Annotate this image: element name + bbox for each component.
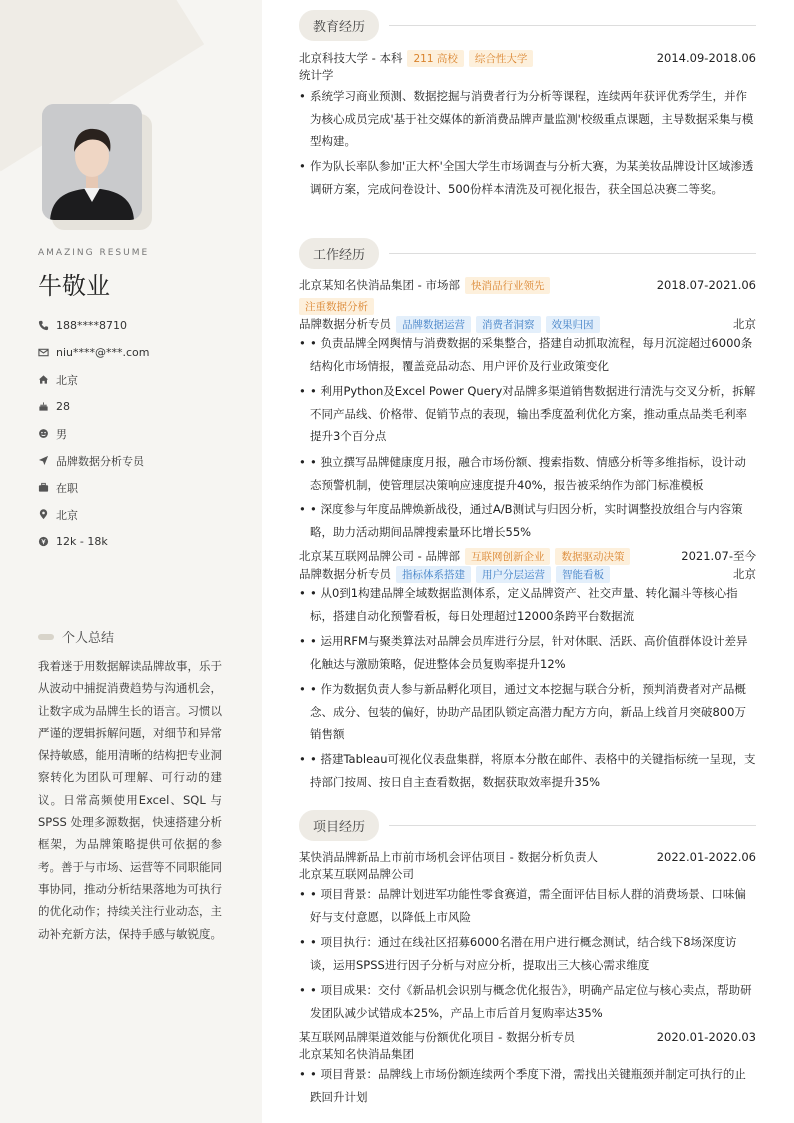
job-company-row (299, 547, 756, 565)
info-residence (38, 366, 248, 393)
info-age (38, 393, 248, 420)
age-text: 28 (56, 400, 70, 413)
summary-heading: 个人总结 (38, 627, 114, 646)
project-row (299, 848, 756, 866)
education-bullet: • 作为队长率队参加'正大杯'全国大学生市场调查与分析大赛，为某美妆品牌设计区域渗透调研方案，完成问卷设计、500份样本清洗及可视化报告，获全国总决赛二等奖。 (299, 155, 756, 200)
job-bullet: • • 从0到1构建品牌全域数据监测体系，定义品牌资产、社交声量、转化漏斗等核心指标，搭建自动化预警看板，每日处理超过12000条跨平台数据流 (299, 582, 756, 627)
project-org: 北京某互联网品牌公司 (299, 867, 414, 881)
job-bullet: • • 负责品牌全网舆情与消费数据的采集整合，搭建自动抓取流程，每月沉淀超过6000条结构化市场情报，覆盖竞品动态、用户评价及行业政策变化 (299, 332, 756, 377)
project-bullet: • • 项目成果：交付《新品机会识别与概念优化报告》，明确产品定位与核心卖点，帮助研发团队减少试错成本25%，产品上市后首月复购率达35% (299, 979, 756, 1024)
project-date: 2022.01-2022.06 (656, 850, 756, 864)
school-name: 北京科技大学 - 本科 (299, 51, 403, 65)
school-tag: 211 高校 (407, 50, 463, 67)
info-target-position (38, 447, 248, 474)
job-bullet: • • 运用RFM与聚类算法对品牌会员库进行分层，针对休眠、活跃、高价值群体设计差异化触达与激励策略，促进整体会员复购率提升12% (299, 630, 756, 675)
info-salary (38, 528, 248, 555)
role-tag: 智能看板 (556, 566, 610, 583)
major: 统计学 (299, 68, 334, 82)
job-role-row (299, 565, 756, 583)
brand-label: AMAZING RESUME (38, 248, 150, 258)
job-bullet: • • 利用Python及Excel Power Query对品牌多渠道销售数据进行清洗与交叉分析，拆解不同产品线、价格带、促销节点的表现，输出季度盈利优化方案，推动重点品类毛利率提升3个百分点 (299, 380, 756, 448)
salary-icon (38, 536, 56, 547)
job-company-tag-row (299, 297, 756, 315)
briefcase-icon (38, 482, 56, 493)
project-bullet: • • 项目执行：通过在线社区招募6000名潜在用户进行概念测试，结合线下8场深度访谈，运用SPSS进行因子分析与对应分析，提取出三大核心需求维度 (299, 931, 756, 976)
status-text: 在职 (56, 481, 78, 495)
job-city: 北京 (733, 567, 756, 581)
education-date: 2014.09-2018.06 (656, 51, 756, 65)
project-org: 北京某知名快消品集团 (299, 1047, 414, 1061)
target-city-text: 北京 (56, 508, 78, 522)
company-name: 北京某互联网品牌公司 - 品牌部 (299, 549, 460, 563)
project-bullet: • • 项目背景：品牌线上市场份额连续两个季度下滑，需找出关键瓶颈并制定可执行的止跌回升计划 (299, 1063, 756, 1108)
phone-icon (38, 320, 56, 331)
gender-icon (38, 428, 56, 439)
project-name: 某互联网品牌渠道效能与份额优化项目 - 数据分析专员 (299, 1030, 575, 1044)
education-heading: 教育经历 (299, 10, 756, 40)
gender-text: 男 (56, 427, 67, 441)
job-date: 2018.07-2021.06 (656, 278, 756, 292)
person-icon (42, 104, 142, 220)
project-date: 2020.01-2020.03 (656, 1030, 756, 1044)
job-role-row (299, 315, 756, 333)
mail-icon (38, 347, 56, 358)
company-tag: 数据驱动决策 (555, 548, 630, 565)
summary-text: 我着迷于用数据解读品牌故事，乐于从波动中捕捉消费趋势与沟通机会，让数字成为品牌生长的语言。习惯以严谨的逻辑拆解问题，对细节和异常保持敏感，能用清晰的结构把专业洞察转化为团队可理解、可行动的建议。日常高频使用Excel、SQL 与 SPSS 处理多源数据，快速搭建分析框架，为品牌策略提供可依据的参考。善于与市场、运营等不同职能同事协同，推动分析结果落地为可执行的优化动作；持续关注行业动态，主动补充新方法，保持手感与敏锐度。 (38, 659, 222, 941)
school-tag: 综合性大学 (469, 50, 534, 67)
project-row (299, 1028, 756, 1046)
role-tag: 用户分层运营 (476, 566, 551, 583)
role-tag: 效果归因 (546, 316, 600, 333)
location-icon (38, 509, 56, 520)
residence-text: 北京 (56, 373, 78, 387)
email-text: niu****@***.com (56, 346, 150, 359)
job-bullet: • • 搭建Tableau可视化仪表盘集群，将原本分散在邮件、表格中的关键指标统一呈现，支持部门按周、按日自主查看数据，数据获取效率提升35% (299, 748, 756, 793)
avatar-photo (42, 104, 142, 220)
education-major-row (299, 66, 756, 84)
job-bullet: • • 独立撰写品牌健康度月报，融合市场份额、搜索指数、情感分析等多维指标，设计动态预警机制，使管理层决策响应速度提升40%，报告被采纳作为部门标准模板 (299, 451, 756, 496)
work-heading: 工作经历 (299, 238, 756, 268)
avatar (42, 104, 142, 220)
role-tag: 品牌数据运营 (396, 316, 471, 333)
info-email (38, 339, 248, 366)
company-tag: 互联网创新企业 (465, 548, 551, 565)
role-tag: 指标体系搭建 (396, 566, 471, 583)
education-school-row (299, 49, 756, 67)
info-status (38, 474, 248, 501)
home-icon (38, 374, 56, 385)
project-org-row (299, 1045, 756, 1063)
company-name: 北京某知名快消品集团 - 市场部 (299, 278, 460, 292)
role-tag: 消费者洞察 (476, 316, 541, 333)
info-gender (38, 420, 248, 447)
info-phone (38, 312, 248, 339)
company-tag: 注重数据分析 (299, 298, 374, 315)
projects-heading: 项目经历 (299, 810, 756, 840)
job-date: 2021.07-至今 (681, 549, 756, 563)
candidate-name: 牛敬业 (38, 272, 110, 300)
job-bullet: • • 深度参与年度品牌焕新战役，通过A/B测试与归因分析，实时调整投放组合与内容策略，助力活动期间品牌搜索量环比增长55% (299, 498, 756, 543)
job-city: 北京 (733, 317, 756, 331)
job-bullet: • • 作为数据负责人参与新品孵化项目，通过文本挖掘与联合分析，预判消费者对产品概念、成分、包装的偏好，协助产品团队锁定高潜力配方方向，新品上线首月突破800万销售额 (299, 678, 756, 746)
job-role: 品牌数据分析专员 (299, 567, 391, 581)
phone-text: 188****8710 (56, 319, 127, 332)
sidebar (0, 0, 262, 1123)
job-role: 品牌数据分析专员 (299, 317, 391, 331)
contact-info (38, 312, 248, 555)
company-tag: 快消品行业领先 (465, 277, 551, 294)
job-company-row (299, 276, 756, 294)
salary-text: 12k - 18k (56, 535, 108, 548)
send-icon (38, 455, 56, 466)
info-target-city (38, 501, 248, 528)
target-position-text: 品牌数据分析专员 (56, 454, 144, 468)
cake-icon (38, 401, 56, 412)
project-org-row (299, 865, 756, 883)
project-bullet: • • 项目背景：品牌计划进军功能性零食赛道，需全面评估目标人群的消费场景、口味偏好与支付意愿，以降低上市风险 (299, 883, 756, 928)
education-bullet: • 系统学习商业预测、数据挖掘与消费者行为分析等课程，连续两年获评优秀学生，并作为核心成员完成'基于社交媒体的新消费品牌声量监测'校级重点课题，主导数据采集与模型构建。 (299, 85, 756, 153)
project-name: 某快消品牌新品上市前市场机会评估项目 - 数据分析负责人 (299, 850, 598, 864)
